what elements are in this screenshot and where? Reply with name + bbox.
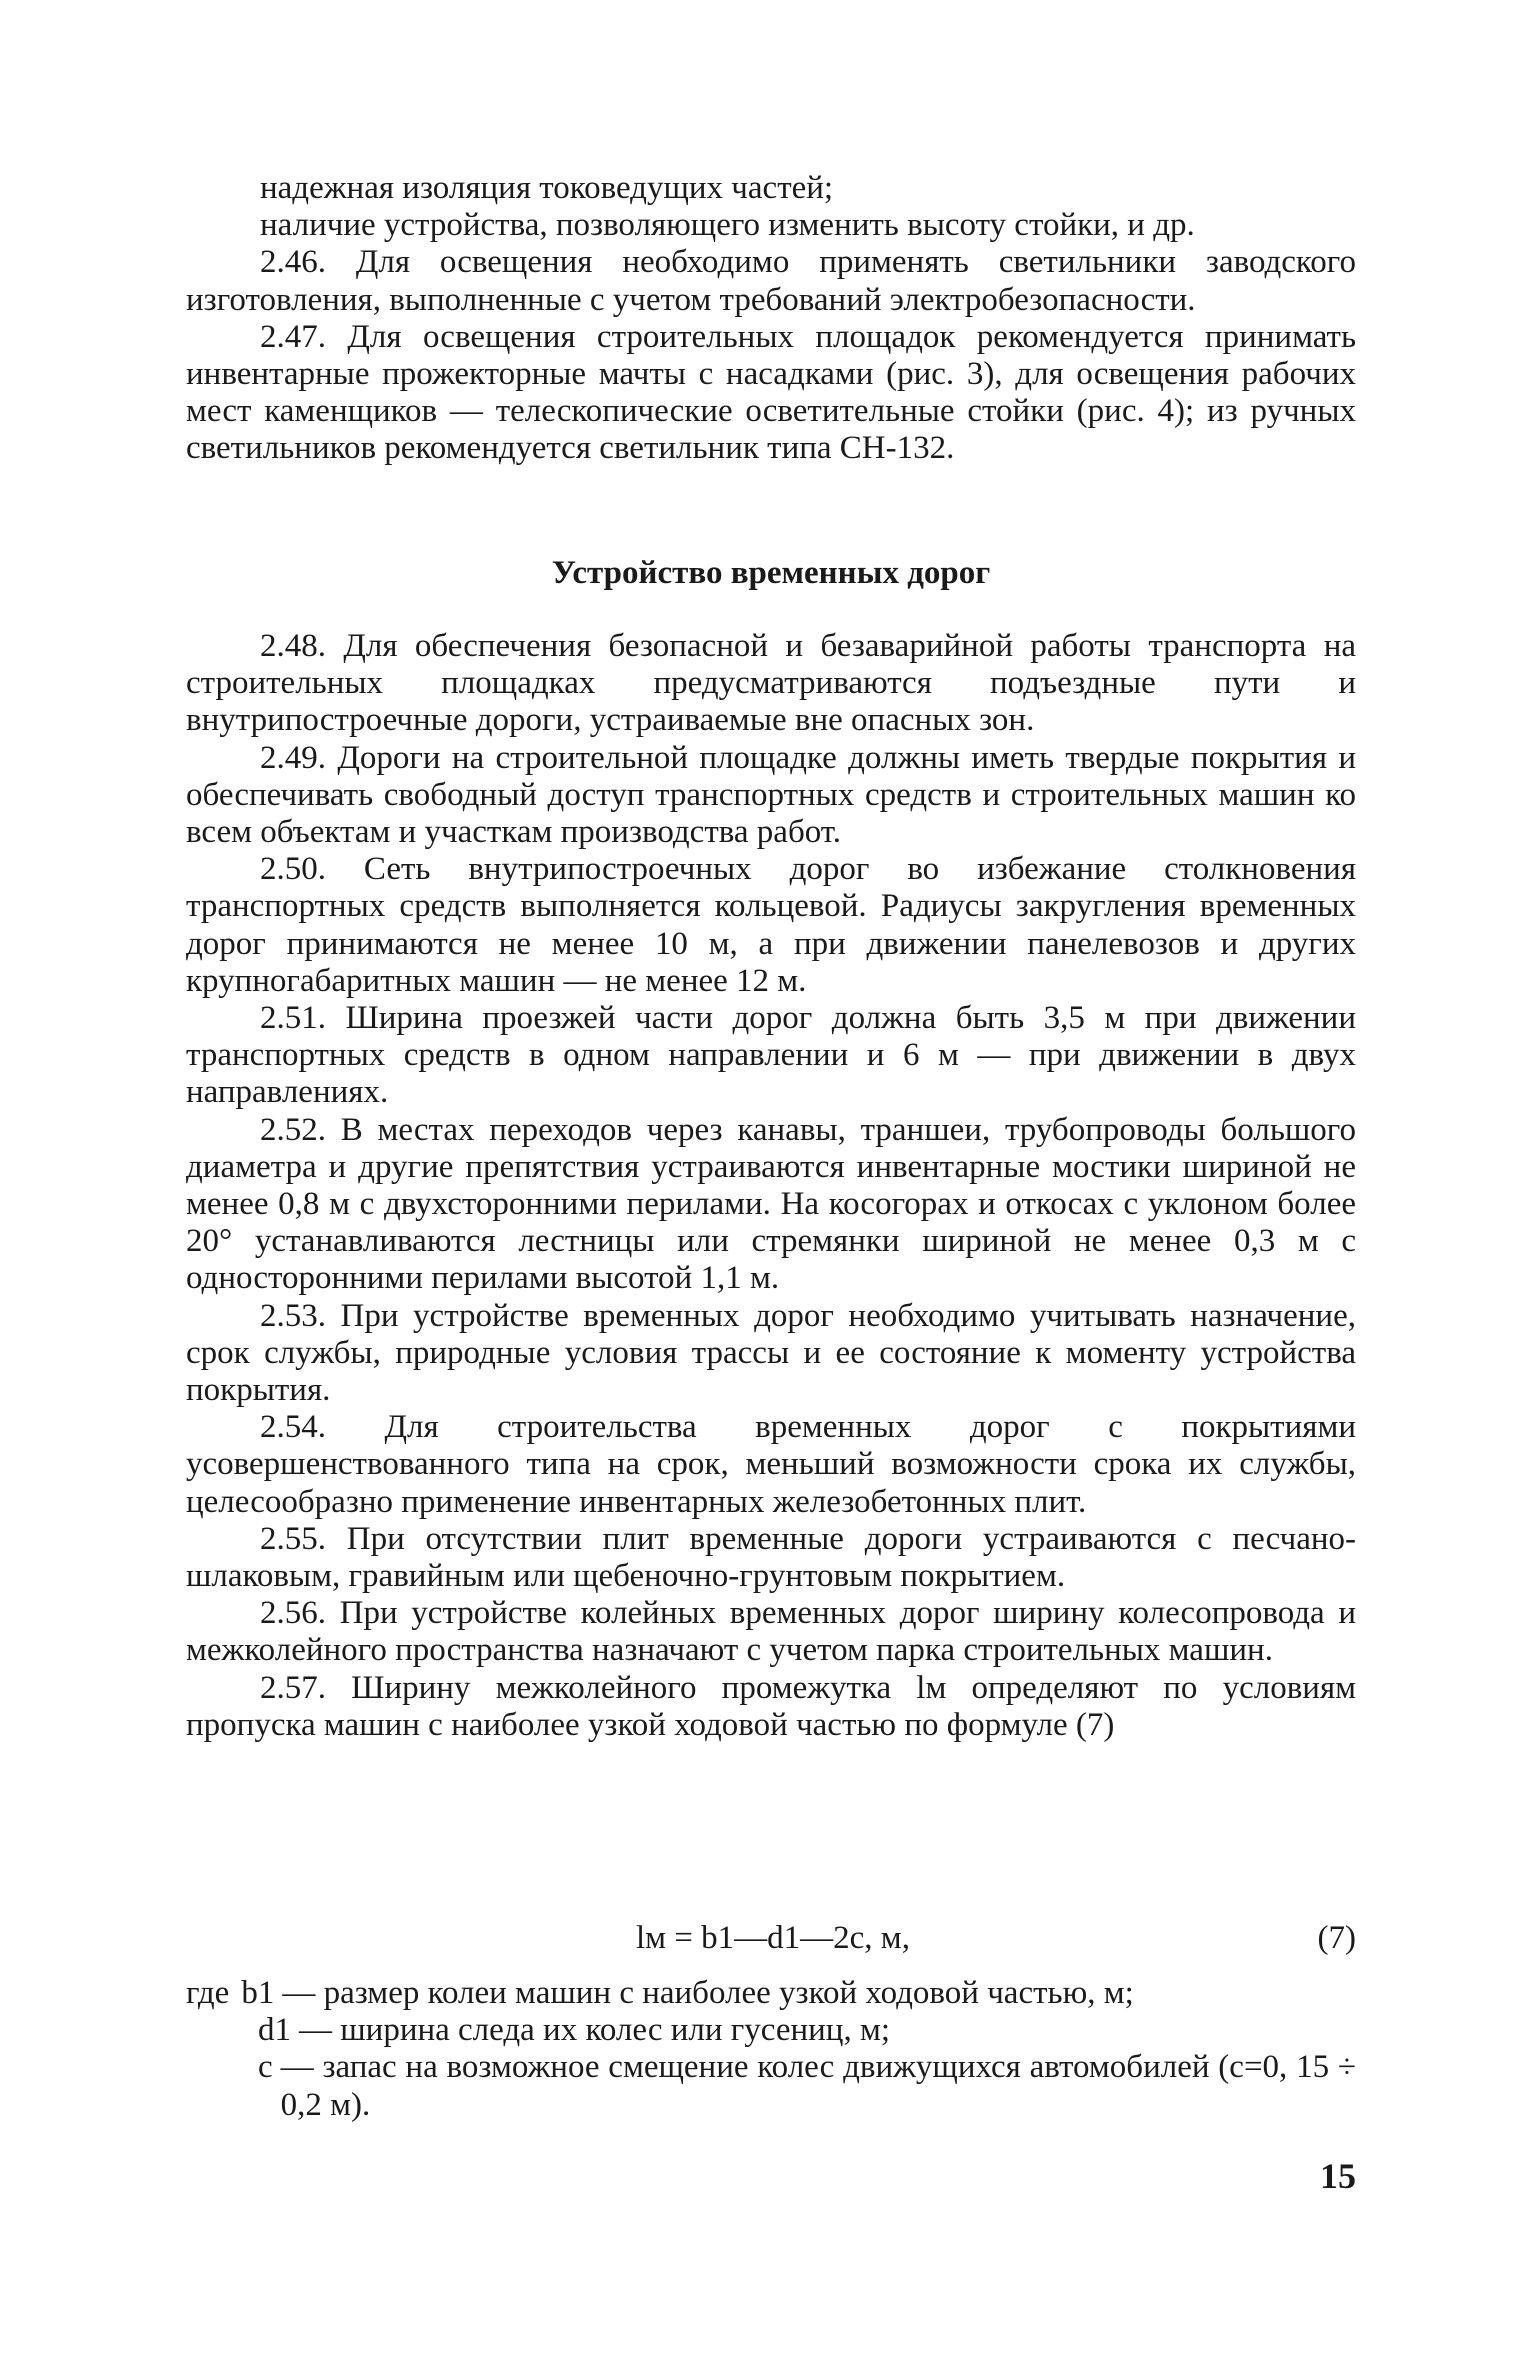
definition-row <box>186 2012 1356 2049</box>
page-number: 15 <box>1320 2156 1356 2196</box>
intro-text <box>186 170 1356 468</box>
formula-definitions <box>186 1975 1356 2124</box>
paragraph-2-56: 2.56. При устройстве колейных временных дорог ширину колесопровода и межколейного пространства назначают с учетом парка строительных машин. <box>186 1595 1356 1669</box>
definition-text: — ширина следа их колес или гусениц, м; <box>299 2012 891 2049</box>
formula-number: (7) <box>1317 1920 1356 1956</box>
paragraph-2-49: 2.49. Дороги на строительной площадке должны иметь твердые покрытия и обеспечивать свободный доступ транспортных средств и строительных машин ко всем объектам и участкам производства работ. <box>186 739 1356 851</box>
definition-row <box>186 1975 1356 2012</box>
definition-lead: где <box>186 1975 230 2011</box>
paragraph-2-57: 2.57. Ширину межколейного промежутка lм определяют по условиям пропуска машин с наиболее узкой ходовой частью по формуле (7) <box>186 1669 1356 1743</box>
paragraph-2-54: 2.54. Для строительства временных дорог с покрытиями усовершенствованного типа на срок, меньший возможности срока их службы, целесообразно применение инвентарных железобетонных плит. <box>186 1409 1356 1520</box>
formula-expression: lм = b1—d1—2c, м, <box>636 1920 910 1956</box>
paragraph-2-51: 2.51. Ширина проезжей части дорог должна быть 3,5 м при движении транспортных средств в одном направлении и 6 м — при движении в двух направлениях. <box>186 1000 1356 1111</box>
definition-symbol: d1 <box>258 2012 291 2049</box>
paragraph-2-47: 2.47. Для освещения строительных площадок рекомендуется принимать инвентарные прожекторные мачты с насадками (рис. 3), для освещения рабочих мест каменщиков — телескопические осветительные стойки (рис. 4); из ручных светильников рекомендуется светильник типа СН-132. <box>186 318 1356 467</box>
definition-symbol: b1 <box>241 1975 275 2011</box>
definition-row <box>186 2049 1356 2123</box>
main-text <box>186 628 1356 1744</box>
paragraph: надежная изоляция токоведущих частей; <box>260 170 834 206</box>
paragraph-2-48: 2.48. Для обеспечения безопасной и безаварийной работы транспорта на строительных площадках предусматриваются подъездные пути и внутрипостроечные дороги, устраиваемые вне опасных зон. <box>186 628 1356 739</box>
paragraph-2-55: 2.55. При отсутствии плит временные дороги устраиваются с песчано-шлаковым, гравийным или щебеночно-грунтовым покрытием. <box>186 1520 1356 1595</box>
paragraph: наличие устройства, позволяющего изменить высоту стойки, и др. <box>260 207 1195 244</box>
section-heading: Устройство временных дорог <box>551 555 991 591</box>
definition-text: — размер колеи машин с наиболее узкой ходовой частью, м; <box>282 1975 1134 2011</box>
definition-text: — запас на возможное смещение колес движущихся автомобилей (c=0, 15 ÷ 0,2 м). <box>280 2049 1356 2123</box>
paragraph-2-52: 2.52. В местах переходов через канавы, траншеи, трубопроводы большого диаметра и другие препятствия устраиваются инвентарные мостики шириной не менее 0,8 м с двухсторонними перилами. На косогорах и откосах с уклоном более 20° устанавливаются лестницы или стремянки шириной не менее 0,3 м с односторонними перилами высотой 1,1 м. <box>186 1111 1356 1297</box>
definition-symbol: c <box>258 2049 273 2086</box>
paragraph-2-50: 2.50. Сеть внутрипостроечных дорог во избежание столкновения транспортных средств выполняется кольцевой. Радиусы закругления временных дорог принимаются не менее 10 м, а при движении панелевозов и других крупногабаритных машин — не менее 12 м. <box>186 851 1356 999</box>
paragraph-2-46: 2.46. Для освещения необходимо применять светильники заводского изготовления, выполненные с учетом требований электробезопасности. <box>186 244 1356 318</box>
paragraph-2-53: 2.53. При устройстве временных дорог необходимо учитывать назначение, срок службы, природные условия трассы и ее состояние к моменту устройства покрытия. <box>186 1297 1356 1409</box>
